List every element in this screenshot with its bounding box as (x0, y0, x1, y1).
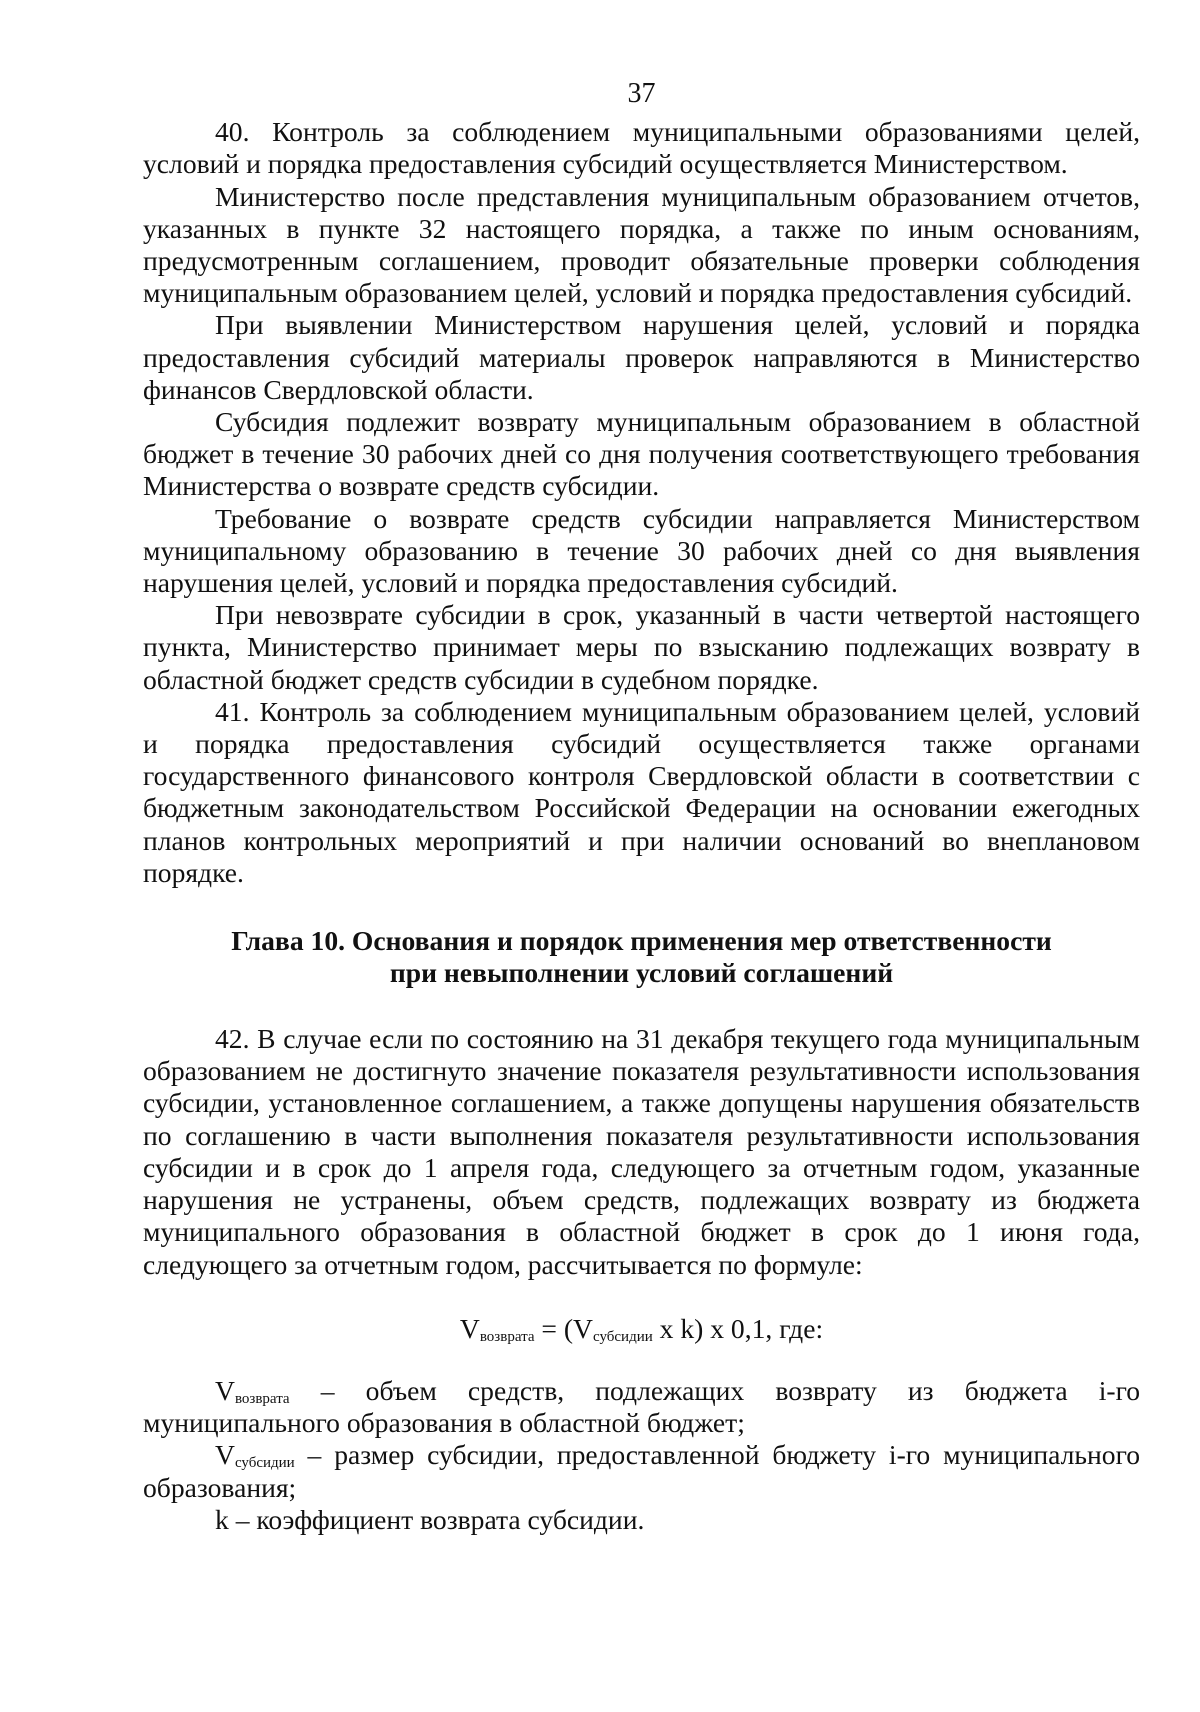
definition-text: – объем средств, подлежащих возврату из бюджета i-го муниципального образования в областной бюджет; (143, 1374, 1140, 1439)
definition-text: – коэффициент возврата субсидии. (228, 1503, 645, 1535)
formula (143, 1313, 1140, 1345)
chapter-heading-line2: при невыполнении условий соглашений (389, 957, 894, 989)
document-page (143, 78, 1140, 1536)
paragraph-40-refund: Субсидия подлежит возврату муниципальным образованием в областной бюджет в течение 30 рабочих дней со дня получения соответствующего требования Министерства о возврате средств субсидии. (143, 406, 1140, 502)
page-number: 37 (627, 78, 656, 109)
definition-text: – размер субсидии, предоставленной бюджету i-го муниципального образования; (143, 1439, 1140, 1503)
chapter-heading-line1: Глава 10. Основания и порядок применения мер ответственности (231, 925, 1052, 957)
paragraph-41: 41. Контроль за соблюдением муниципальным образованием целей, условий и порядка предоставления субсидий осуществляется также органами государственного финансового контроля Свердловской области в соответствии с бюджетным законодательством Российской Федерации на основании ежегодных планов контрольных мероприятий и при наличии оснований во внеплановом порядке. (143, 695, 1140, 888)
chapter-heading (143, 925, 1140, 989)
paragraph-40: 40. Контроль за соблюдением муниципальными образованиями целей, условий и порядка предоставления субсидий осуществляется Министерством. (143, 116, 1140, 180)
definition-subscript: субсидии (234, 1455, 295, 1472)
paragraph-42: 42. В случае если по состоянию на 31 декабря текущего года муниципальным образованием не достигнуто значение показателя результативности использования субсидии, установленное соглашением, а также допущены нарушения обязательств по соглашению в части выполнения показателя результативности использования субсидии и в срок до 1 апреля года, следующего за отчетным годом, указанные нарушения не устранены, объем средств, подлежащих возврату из бюджета муниципального образования в областной бюджет в срок до 1 июня года, следующего за отчетным годом, рассчитывается по формуле: (143, 1023, 1140, 1280)
definition-v-subsidy (143, 1439, 1140, 1503)
formula-rhs-subscript: субсидии (592, 1328, 653, 1345)
formula-equals: = ( (534, 1312, 574, 1344)
paragraph-40-ministry-checks: Министерство после представления муниципальным образованием отчетов, указанных в пункте 32 настоящего порядка, а также по иным основаниям, предусмотренным соглашением, проводит обязательные проверки соблюдения муниципальным образованием целей, условий и порядка предоставления субсидий. (143, 180, 1140, 309)
definition-symbol: k (215, 1503, 229, 1535)
formula-rest: x k) x 0,1, где: (652, 1312, 824, 1344)
formula-lhs-subscript: возврата (479, 1328, 535, 1345)
definition-v-return (143, 1375, 1140, 1439)
definition-symbol: V (215, 1374, 235, 1406)
paragraph-40-non-refund: При невозврате субсидии в срок, указанный в части четвертой настоящего пункта, Министерство принимает меры по взысканию подлежащих возврату в областной бюджет средств субсидии в судебном порядке. (143, 599, 1140, 695)
definition-symbol: V (215, 1439, 235, 1471)
definition-subscript: возврата (234, 1390, 290, 1407)
formula-rhs-symbol: V (573, 1312, 593, 1344)
formula-lhs-symbol: V (459, 1312, 480, 1344)
paragraph-40-violations: При выявлении Министерством нарушения целей, условий и порядка предоставления субсидий материалы проверок направляются в Министерство финансов Свердловской области. (143, 309, 1140, 405)
paragraph-40-refund-demand: Требование о возврате средств субсидии направляется Министерством муниципальному образованию в течение 30 рабочих дней со дня выявления нарушения целей, условий и порядка предоставления субсидий. (143, 502, 1140, 599)
definition-k (143, 1504, 1140, 1536)
